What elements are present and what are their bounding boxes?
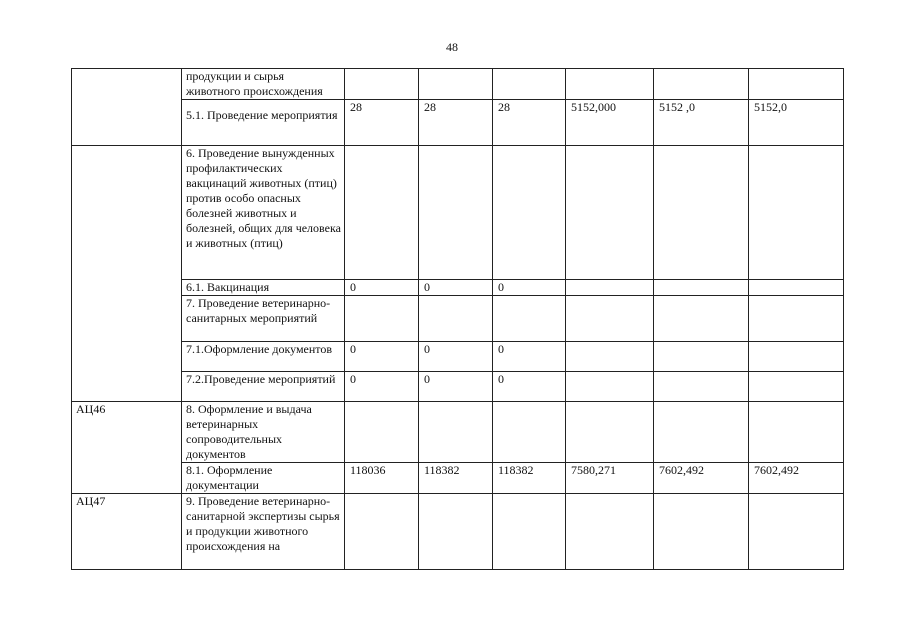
name-cell: продукции и сырья животного происхождения [182,69,345,100]
value-cell: 7602,492 [654,463,749,494]
table-row [72,69,844,100]
value-cell: 118382 [493,463,566,494]
code-cell: АЦ47 [72,494,182,570]
value-cell: 0 [345,280,419,296]
name-cell: 7.1.Оформление документов [182,342,345,372]
value-cell: 0 [419,372,493,402]
services-table [71,68,844,570]
value-cell [749,494,844,570]
value-cell [749,342,844,372]
value-cell: 0 [345,372,419,402]
name-cell: 8. Оформление и выдача ветеринарных сопроводительных документов [182,402,345,463]
value-cell: 0 [493,280,566,296]
table-row [72,296,844,342]
value-cell: 7580,271 [566,463,654,494]
value-cell: 5152 ,0 [654,100,749,146]
page-number: 48 [446,40,458,54]
value-cell [654,494,749,570]
value-cell: 28 [419,100,493,146]
table-row [72,494,844,570]
value-cell [654,146,749,280]
value-cell [345,402,419,463]
value-cell: 0 [493,342,566,372]
value-cell [566,372,654,402]
value-cell [749,372,844,402]
code-cell: АЦ46 [72,402,182,494]
code-cell [72,69,182,146]
value-cell [566,402,654,463]
value-cell [749,402,844,463]
name-cell: 8.1. Оформление документации [182,463,345,494]
value-cell: 28 [345,100,419,146]
table-row [72,463,844,494]
code-cell [72,146,182,402]
value-cell [566,296,654,342]
name-cell: 6.1. Вакцинация [182,280,345,296]
value-cell [654,296,749,342]
value-cell [566,146,654,280]
value-cell [493,146,566,280]
name-cell: 7. Проведение ветеринарно-санитарных мероприятий [182,296,345,342]
value-cell: 0 [419,342,493,372]
value-cell [493,494,566,570]
table-row [72,402,844,463]
value-cell [419,494,493,570]
value-cell [749,146,844,280]
value-cell [493,69,566,100]
table-row [72,342,844,372]
value-cell: 0 [419,280,493,296]
value-cell [345,494,419,570]
value-cell [566,342,654,372]
value-cell: 7602,492 [749,463,844,494]
value-cell: 5152,0 [749,100,844,146]
table-row [72,372,844,402]
value-cell [654,280,749,296]
value-cell [749,69,844,100]
value-cell [654,69,749,100]
value-cell [345,69,419,100]
value-cell: 118036 [345,463,419,494]
value-cell [566,69,654,100]
value-cell [345,146,419,280]
table-row [72,146,844,280]
value-cell [749,296,844,342]
name-cell: 5.1. Проведение мероприятия [182,100,345,146]
value-cell [493,296,566,342]
value-cell [419,146,493,280]
value-cell [493,402,566,463]
value-cell [749,280,844,296]
name-cell: 7.2.Проведение мероприятий [182,372,345,402]
value-cell: 5152,000 [566,100,654,146]
value-cell [345,296,419,342]
value-cell [566,280,654,296]
value-cell [419,296,493,342]
name-cell: 6. Проведение вынужденных профилактических вакцинаций животных (птиц) против особо опасных болезней животных и болезней, общих для человека и животных (птиц) [182,146,345,280]
value-cell: 28 [493,100,566,146]
table-row [72,280,844,296]
table-row [72,100,844,146]
value-cell [654,342,749,372]
value-cell [419,402,493,463]
value-cell: 118382 [419,463,493,494]
value-cell [566,494,654,570]
name-cell: 9. Проведение ветеринарно-санитарной экспертизы сырья и продукции животного происхождения на [182,494,345,570]
value-cell: 0 [493,372,566,402]
value-cell: 0 [345,342,419,372]
value-cell [654,402,749,463]
value-cell [419,69,493,100]
value-cell [654,372,749,402]
